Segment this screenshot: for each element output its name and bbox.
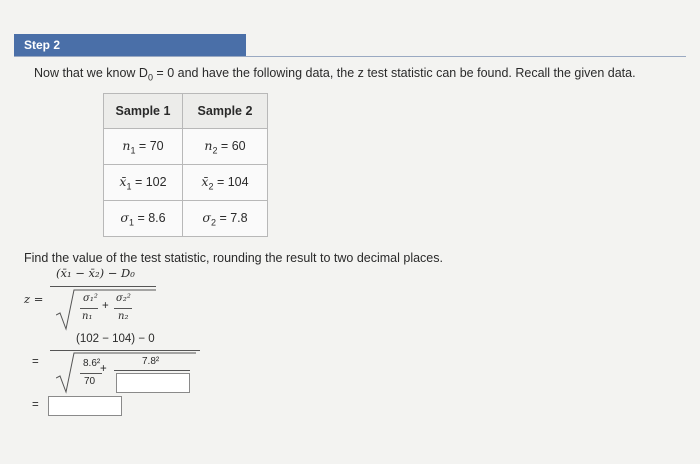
value: = 104 xyxy=(213,174,249,189)
sym: x̄ xyxy=(201,173,209,189)
value: = 102 xyxy=(131,174,167,189)
value: = 8.6 xyxy=(133,210,166,225)
sub: 1 xyxy=(128,217,134,228)
sub: 1 xyxy=(126,181,132,192)
sigma1-squared: σ₁² xyxy=(83,293,98,304)
intro-before: Now that we know D xyxy=(34,66,148,80)
answer-input-box[interactable] xyxy=(48,396,122,416)
equals-sign-1: = xyxy=(32,356,39,368)
intro-after: = 0 and have the following data, the z test statistic can be found. Recall the given data. xyxy=(152,66,636,80)
equals-sign-2: = xyxy=(32,399,39,411)
z-equals: z = xyxy=(24,292,44,306)
cell-sigma2 xyxy=(183,201,268,237)
table-row xyxy=(104,201,268,237)
step-label: Step 2 xyxy=(24,38,61,52)
sub-num1: 8.6² xyxy=(83,358,101,369)
cell-n2 xyxy=(183,129,268,165)
intro-text xyxy=(34,66,636,83)
table-row xyxy=(104,129,268,165)
sub-num2: 7.8² xyxy=(142,356,160,367)
intro-sub: 0 xyxy=(147,72,153,83)
step-header xyxy=(14,34,246,56)
n2: n₂ xyxy=(118,311,129,322)
value: = 60 xyxy=(217,138,246,153)
frac1-line xyxy=(80,308,98,309)
value: = 7.8 xyxy=(215,210,248,225)
cell-sigma1 xyxy=(104,201,183,237)
cell-n1 xyxy=(104,129,183,165)
header-sample-1: Sample 1 xyxy=(104,94,183,129)
frac2-line xyxy=(114,308,132,309)
plus-sign: + xyxy=(102,300,109,312)
sym: n xyxy=(122,137,131,153)
sub: 1 xyxy=(130,145,136,156)
sub-den1: 70 xyxy=(84,376,96,387)
find-instruction: Find the value of the test statistic, rounding the result to two decimal places. xyxy=(24,251,443,265)
value: = 70 xyxy=(135,138,164,153)
given-data-table xyxy=(103,93,268,237)
sub: 2 xyxy=(210,217,216,228)
denominator-input-box[interactable] xyxy=(116,373,190,393)
sub-frac1-line xyxy=(80,373,102,374)
plus-sign-2: + xyxy=(100,363,107,375)
cell-x1 xyxy=(104,165,183,201)
sub-frac2-line xyxy=(114,370,190,371)
sub: 2 xyxy=(208,181,214,192)
formula-numerator: (x̄₁ − x̄₂) − D₀ xyxy=(56,266,135,280)
sym: σ xyxy=(120,209,129,225)
header-sample-2: Sample 2 xyxy=(183,94,268,129)
sym: σ xyxy=(202,209,211,225)
cell-x2 xyxy=(183,165,268,201)
sigma2-squared: σ₂² xyxy=(116,293,131,304)
substituted-numerator: (102 − 104) − 0 xyxy=(76,333,155,345)
table-header-row xyxy=(104,94,268,129)
table-row xyxy=(104,165,268,201)
sub: 2 xyxy=(212,145,218,156)
step-divider xyxy=(14,56,686,57)
n1: n₁ xyxy=(82,311,93,322)
sym: n xyxy=(204,137,213,153)
sym: x̄ xyxy=(119,173,127,189)
